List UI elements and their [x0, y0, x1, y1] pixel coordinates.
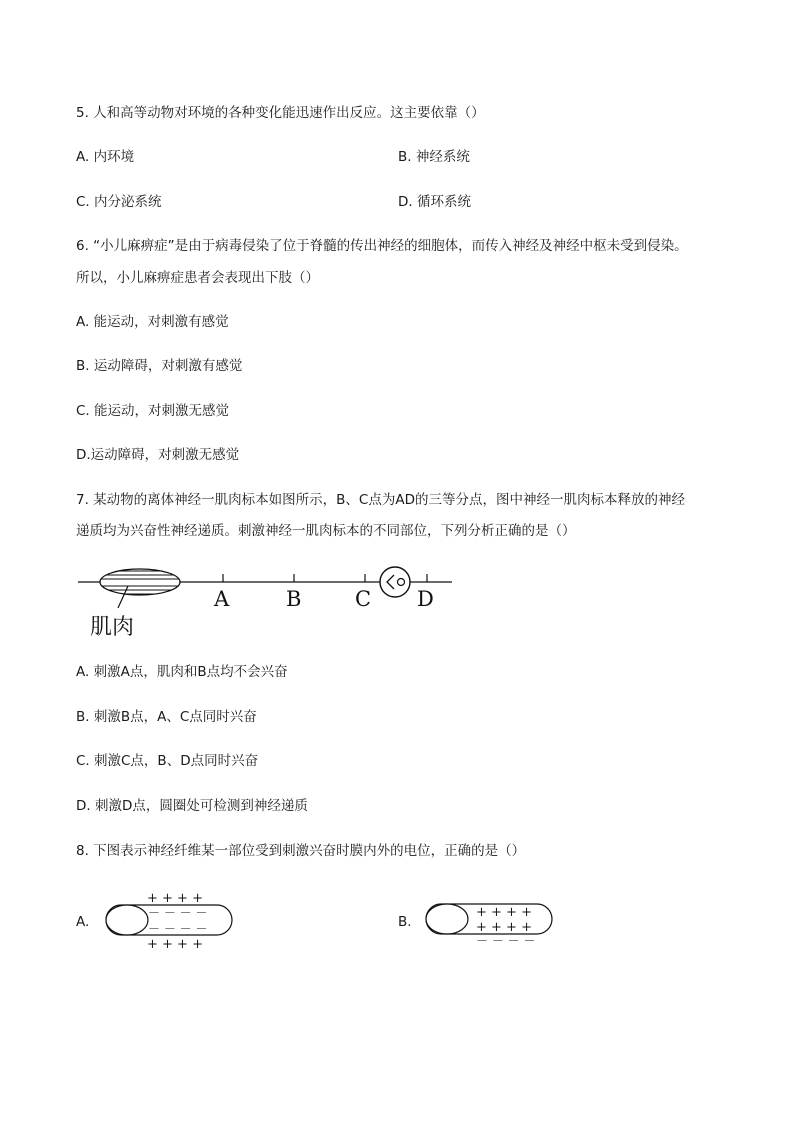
q5-option-d: D. 循环系统	[398, 194, 471, 210]
q7-option-b: B. 刺激B点，A、C点同时兴奋	[76, 709, 257, 725]
q6-option-c: C. 能运动，对刺激无感觉	[76, 403, 230, 419]
nerve-muscle-diagram	[70, 556, 470, 646]
q8-option-a-label: A.	[76, 914, 90, 930]
label-b: B	[286, 587, 302, 611]
q5-option-c: C. 内分泌系统	[76, 194, 162, 210]
q6-option-d: D.运动障碍，对刺激无感觉	[76, 447, 240, 463]
a-inner-top: － － － －	[148, 906, 208, 920]
q6-option-b: B. 运动障碍，对刺激有感觉	[76, 358, 243, 374]
a-outer-top: + + + +	[147, 891, 203, 906]
label-d: D	[417, 587, 434, 611]
muscle-shape	[98, 569, 182, 595]
fiber-end-b	[426, 904, 468, 934]
b-inner-bottom: + + + +	[476, 920, 532, 935]
label-muscle: 肌肉	[90, 615, 135, 640]
a-outer-bottom: + + + +	[147, 937, 203, 950]
q8-option-b-label: B.	[398, 914, 412, 930]
q7-option-c: C. 刺激C点，B、D点同时兴奋	[76, 753, 259, 769]
label-c: C	[355, 587, 372, 611]
q6-option-a: A. 能运动，对刺激有感觉	[76, 314, 229, 330]
b-outer-bottom: － － － －	[476, 934, 536, 948]
q8-option-b-diagram	[420, 898, 560, 950]
q5-stem: 5. 人和高等动物对环境的各种变化能迅速作出反应。这主要依靠（）	[76, 105, 485, 121]
b-inner-top: + + + +	[476, 905, 532, 920]
synapse-circle	[380, 567, 410, 597]
q7-option-d: D. 刺激D点，圆圈处可检测到神经递质	[76, 798, 308, 814]
q6-stem-line1: 6. “小儿麻痹症”是由于病毒侵染了位于脊髓的传出神经的细胞体，而传入神经及神经中枢未受到侵染。	[76, 238, 688, 254]
q5-option-a: A. 内环境	[76, 149, 135, 165]
label-a: A	[214, 587, 230, 611]
q8-option-a-diagram	[100, 888, 240, 950]
q6-stem-line2: 所以，小儿麻痹症患者会表现出下肢（）	[76, 270, 319, 286]
q7-stem-line2: 递质均为兴奋性神经递质。刺激神经一肌肉标本的不同部位，下列分析正确的是（）	[76, 523, 576, 539]
q8-stem: 8. 下图表示神经纤维某一部位受到刺激兴奋时膜内外的电位，正确的是（）	[76, 843, 526, 859]
fiber-end-a	[106, 905, 148, 935]
a-inner-bottom: － － － －	[148, 922, 208, 936]
q7-stem-line1: 7. 某动物的离体神经一肌肉标本如图所示，B、C点为AD的三等分点，图中神经一肌肉标本释放的神经	[76, 492, 685, 508]
q7-option-a: A. 刺激A点，肌肉和B点均不会兴奋	[76, 664, 288, 680]
q5-option-b: B. 神经系统	[398, 149, 470, 165]
